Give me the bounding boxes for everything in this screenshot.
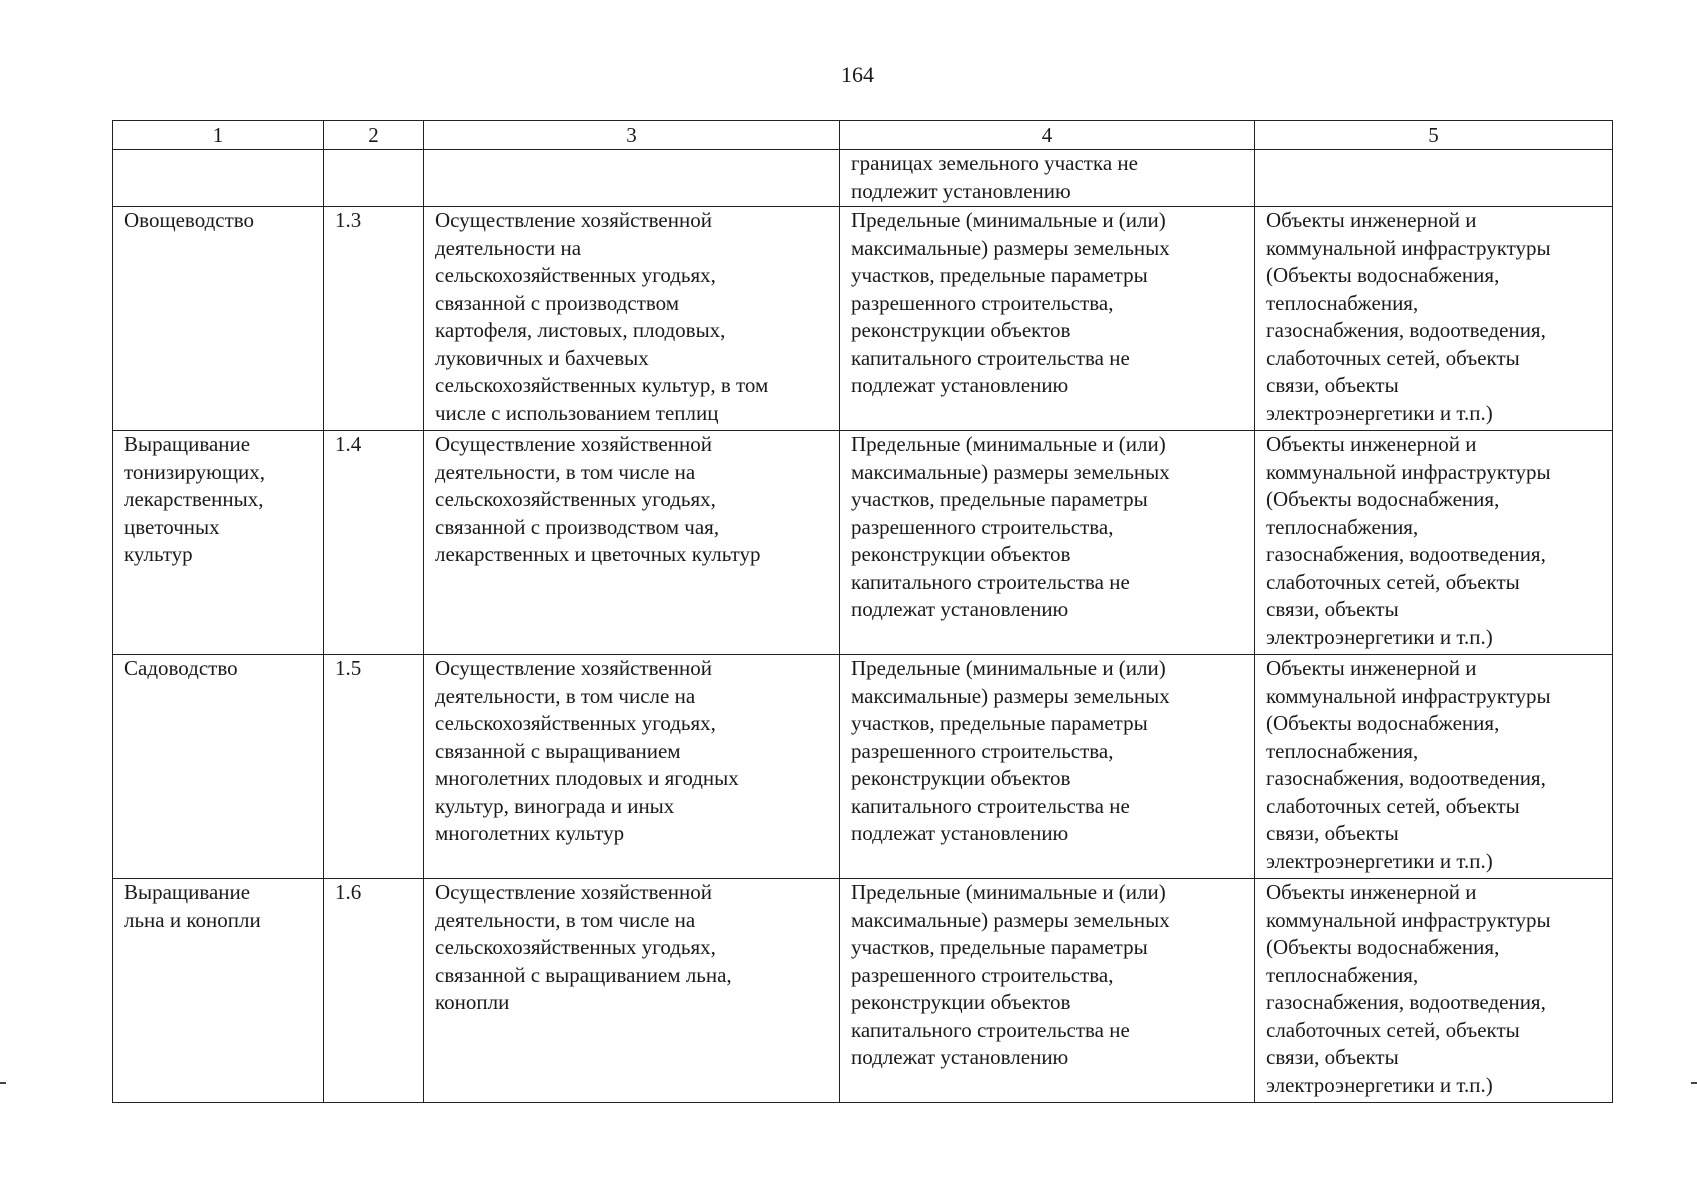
- cell-description: Осуществление хозяйственной деятельности, в том числе на сельскохозяйственных угодьях, связанной с выращиванием многолетних плодовых и ягодных культур, винограда и иных многолетних культур: [424, 655, 840, 879]
- scan-mark-right: [1691, 1082, 1697, 1084]
- cell-name: Выращивание льна и конопли: [113, 879, 324, 1103]
- cell-auxiliary: Объекты инженерной и коммунальной инфраструктуры (Объекты водоснабжения, теплоснабжения, газоснабжения, водоотведения, слаботочных сетей, объекты связи, объекты электроэнергетики и т.п.): [1255, 431, 1613, 655]
- land-use-table: [112, 120, 1613, 1103]
- cell-code: 1.6: [324, 879, 424, 1103]
- column-number-4: 4: [840, 121, 1255, 150]
- cell-code: 1.3: [324, 207, 424, 431]
- table-header-row: [113, 121, 1613, 150]
- cell-name: Выращивание тонизирующих, лекарственных, цветочных культур: [113, 431, 324, 655]
- cell-auxiliary: [1255, 150, 1613, 207]
- page-number: 164: [841, 62, 874, 87]
- column-number-5: 5: [1255, 121, 1613, 150]
- table-row: [113, 431, 1613, 655]
- cell-parameters: Предельные (минимальные и (или) максимальные) размеры земельных участков, предельные параметры разрешенного строительства, реконструкции объектов капитального строительства не подлежат установлению: [840, 655, 1255, 879]
- cell-description: Осуществление хозяйственной деятельности, в том числе на сельскохозяйственных угодьях, связанной с производством чая, лекарственных и цветочных культур: [424, 431, 840, 655]
- cell-parameters: Предельные (минимальные и (или) максимальные) размеры земельных участков, предельные параметры разрешенного строительства, реконструкции объектов капитального строительства не подлежат установлению: [840, 431, 1255, 655]
- cell-name: Овощеводство: [113, 207, 324, 431]
- table-row: [113, 207, 1613, 431]
- cell-code: 1.4: [324, 431, 424, 655]
- column-number-3: 3: [424, 121, 840, 150]
- cell-code: [324, 150, 424, 207]
- cell-code: 1.5: [324, 655, 424, 879]
- cell-auxiliary: Объекты инженерной и коммунальной инфраструктуры (Объекты водоснабжения, теплоснабжения, газоснабжения, водоотведения, слаботочных сетей, объекты связи, объекты электроэнергетики и т.п.): [1255, 879, 1613, 1103]
- cell-parameters: Предельные (минимальные и (или) максимальные) размеры земельных участков, предельные параметры разрешенного строительства, реконструкции объектов капитального строительства не подлежат установлению: [840, 207, 1255, 431]
- table-row: [113, 655, 1613, 879]
- cell-auxiliary: Объекты инженерной и коммунальной инфраструктуры (Объекты водоснабжения, теплоснабжения, газоснабжения, водоотведения, слаботочных сетей, объекты связи, объекты электроэнергетики и т.п.): [1255, 655, 1613, 879]
- cell-name: [113, 150, 324, 207]
- table-row: [113, 879, 1613, 1103]
- cell-parameters: границах земельного участка не подлежит установлению: [840, 150, 1255, 207]
- cell-name: Садоводство: [113, 655, 324, 879]
- column-number-2: 2: [324, 121, 424, 150]
- cell-parameters: Предельные (минимальные и (или) максимальные) размеры земельных участков, предельные параметры разрешенного строительства, реконструкции объектов капитального строительства не подлежат установлению: [840, 879, 1255, 1103]
- cell-description: Осуществление хозяйственной деятельности, в том числе на сельскохозяйственных угодьях, связанной с выращиванием льна, конопли: [424, 879, 840, 1103]
- cell-description: [424, 150, 840, 207]
- cell-auxiliary: Объекты инженерной и коммунальной инфраструктуры (Объекты водоснабжения, теплоснабжения, газоснабжения, водоотведения, слаботочных сетей, объекты связи, объекты электроэнергетики и т.п.): [1255, 207, 1613, 431]
- column-number-1: 1: [113, 121, 324, 150]
- continuation-row: [113, 150, 1613, 207]
- scan-mark-left: [0, 1082, 6, 1084]
- cell-description: Осуществление хозяйственной деятельности на сельскохозяйственных угодьях, связанной с производством картофеля, листовых, плодовых, луковичных и бахчевых сельскохозяйственных культур, в том числе с использованием теплиц: [424, 207, 840, 431]
